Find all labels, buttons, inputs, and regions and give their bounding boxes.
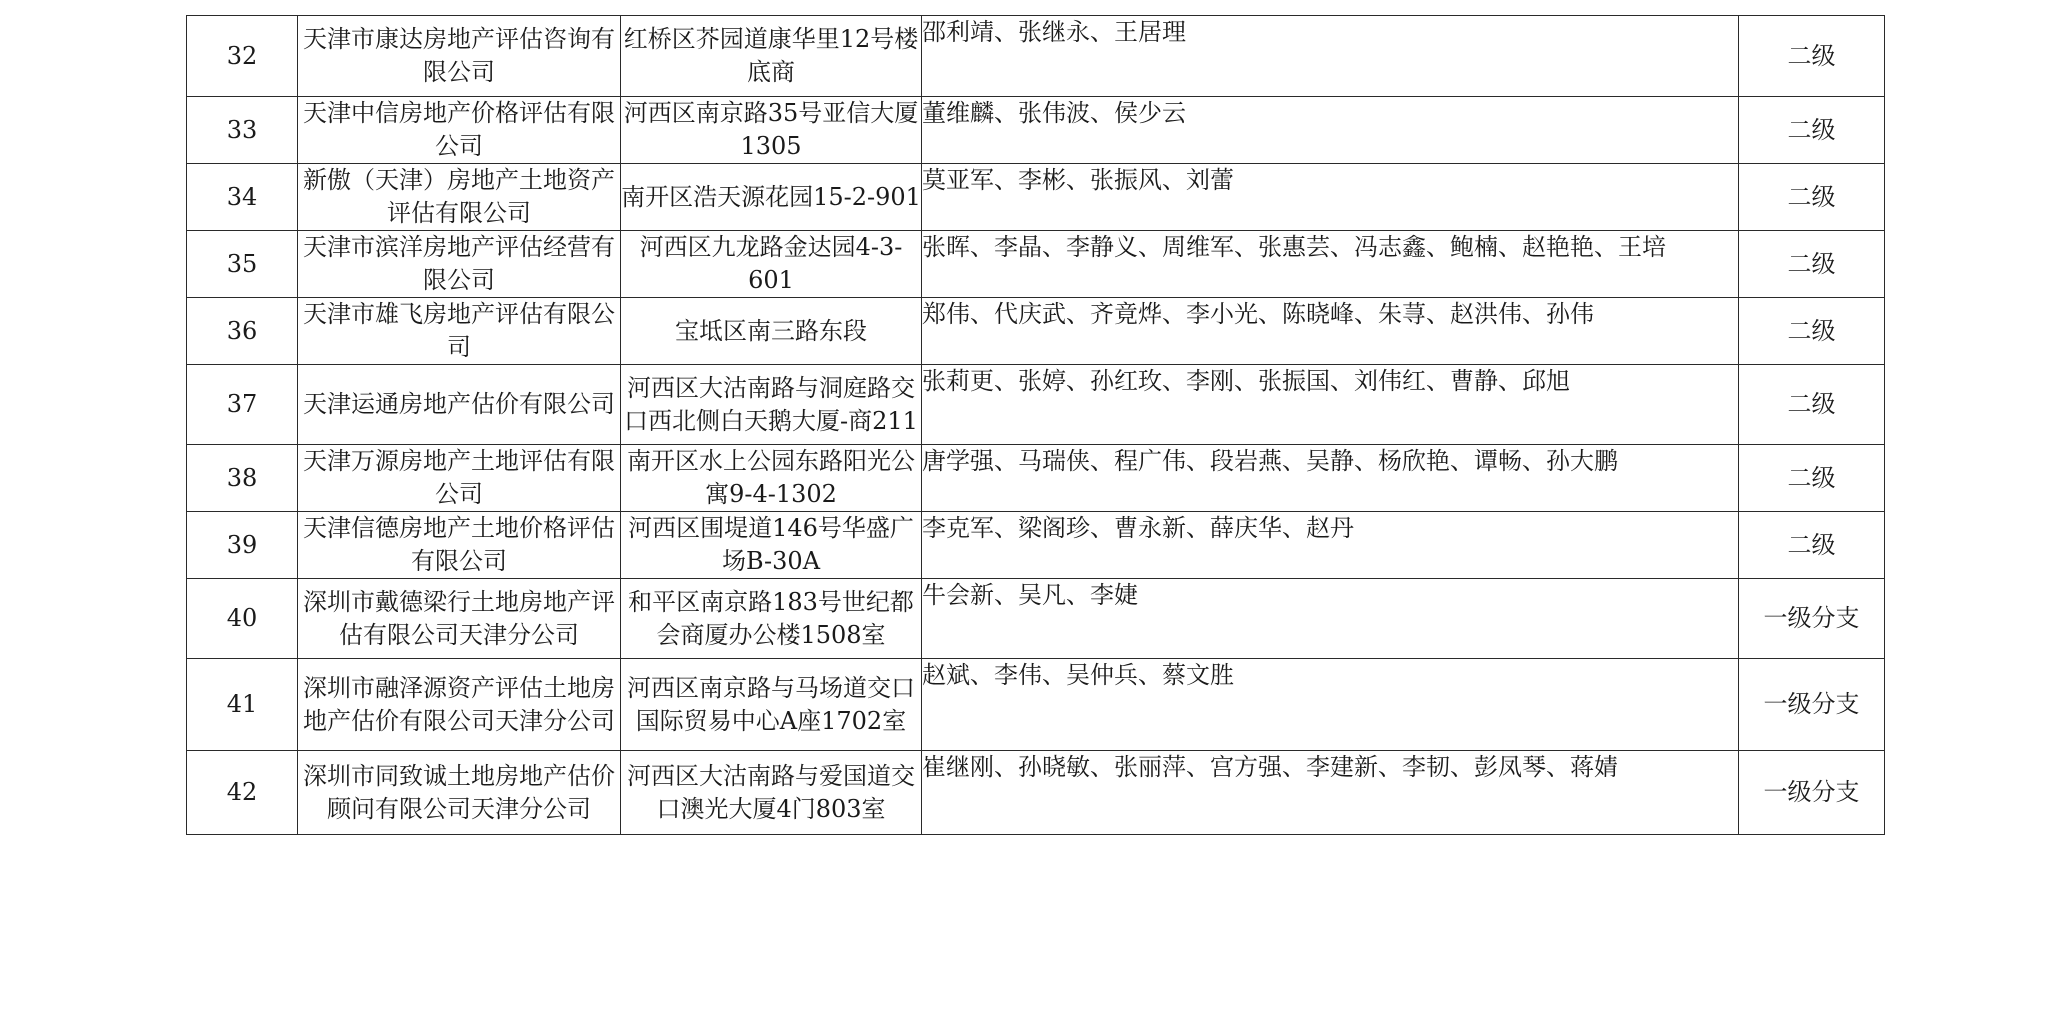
company-name: 新傲（天津）房地产土地资产评估有限公司 bbox=[303, 166, 615, 227]
company-address: 南开区浩天源花园15-2-901 bbox=[621, 182, 921, 211]
appraiser-names-cell bbox=[922, 751, 1739, 835]
company-name: 天津运通房地产估价有限公司 bbox=[303, 390, 615, 418]
company-name: 天津市滨洋房地产评估经营有限公司 bbox=[303, 233, 615, 294]
company-name-cell bbox=[298, 231, 621, 298]
table-row bbox=[187, 445, 1885, 512]
table-row bbox=[187, 231, 1885, 298]
row-number: 41 bbox=[226, 690, 258, 718]
row-number: 38 bbox=[226, 463, 258, 492]
qualification-level-cell bbox=[1739, 751, 1885, 835]
company-name-cell bbox=[298, 579, 621, 659]
company-name: 天津万源房地产土地评估有限公司 bbox=[303, 447, 615, 508]
company-name-cell bbox=[298, 751, 621, 835]
appraiser-names-cell bbox=[922, 97, 1739, 164]
company-address-cell bbox=[621, 659, 922, 751]
company-address-cell bbox=[621, 97, 922, 164]
row-number-cell bbox=[187, 659, 298, 751]
company-name-cell bbox=[298, 164, 621, 231]
appraiser-names: 董维麟、张伟波、侯少云 bbox=[922, 99, 1186, 127]
company-name: 深圳市戴德梁行土地房地产评估有限公司天津分公司 bbox=[303, 587, 615, 649]
row-number-cell bbox=[187, 751, 298, 835]
appraiser-names-cell bbox=[922, 164, 1739, 231]
qualification-level-cell bbox=[1739, 365, 1885, 445]
appraiser-names: 李克军、梁阁珍、曹永新、薛庆华、赵丹 bbox=[922, 514, 1354, 542]
appraiser-names: 张莉更、张婷、孙红玫、李刚、张振国、刘伟红、曹静、邱旭 bbox=[922, 367, 1570, 395]
qualification-level-cell bbox=[1739, 512, 1885, 579]
appraiser-names-cell bbox=[922, 16, 1739, 97]
company-address-cell bbox=[621, 231, 922, 298]
table-row bbox=[187, 298, 1885, 365]
table-row bbox=[187, 512, 1885, 579]
appraiser-names-cell bbox=[922, 579, 1739, 659]
appraiser-names-cell bbox=[922, 298, 1739, 365]
company-name: 深圳市融泽源资产评估土地房地产估价有限公司天津分公司 bbox=[303, 673, 615, 735]
company-name: 天津市雄飞房地产评估有限公司 bbox=[303, 300, 615, 361]
company-address-cell bbox=[621, 751, 922, 835]
row-number: 34 bbox=[226, 182, 258, 211]
qualification-level: 二级 bbox=[1787, 41, 1836, 70]
row-number: 37 bbox=[226, 390, 258, 418]
qualification-level: 二级 bbox=[1787, 115, 1836, 144]
row-number-cell bbox=[187, 365, 298, 445]
qualification-level: 二级 bbox=[1787, 390, 1836, 418]
appraiser-names-cell bbox=[922, 659, 1739, 751]
company-address-cell bbox=[621, 579, 922, 659]
company-address-cell bbox=[621, 16, 922, 97]
row-number-cell bbox=[187, 579, 298, 659]
row-number-cell bbox=[187, 97, 298, 164]
appraiser-names: 赵斌、李伟、吴仲兵、蔡文胜 bbox=[922, 661, 1234, 689]
row-number-cell bbox=[187, 231, 298, 298]
company-address: 宝坻区南三路东段 bbox=[675, 316, 867, 345]
table-row bbox=[187, 579, 1885, 659]
qualification-level-cell bbox=[1739, 97, 1885, 164]
row-number-cell bbox=[187, 445, 298, 512]
company-name-cell bbox=[298, 445, 621, 512]
qualification-level-cell bbox=[1739, 231, 1885, 298]
table-row bbox=[187, 659, 1885, 751]
company-name: 深圳市同致诚土地房地产估价顾问有限公司天津分公司 bbox=[303, 761, 615, 823]
company-name-cell bbox=[298, 365, 621, 445]
table-body bbox=[187, 16, 1885, 835]
qualification-level: 二级 bbox=[1787, 182, 1836, 211]
qualification-level-cell bbox=[1739, 445, 1885, 512]
qualification-level-cell bbox=[1739, 579, 1885, 659]
appraiser-names: 唐学强、马瑞侠、程广伟、段岩燕、吴静、杨欣艳、谭畅、孙大鹏 bbox=[922, 447, 1618, 475]
qualification-level: 二级 bbox=[1787, 316, 1836, 345]
company-address: 河西区大沽南路与爱国道交口澳光大厦4门803室 bbox=[627, 761, 915, 823]
qualification-level: 二级 bbox=[1787, 530, 1836, 559]
company-name: 天津信德房地产土地价格评估有限公司 bbox=[303, 514, 615, 575]
qualification-level: 二级 bbox=[1787, 463, 1836, 492]
appraiser-names: 莫亚军、李彬、张振风、刘蕾 bbox=[922, 166, 1234, 194]
company-address: 河西区大沽南路与洞庭路交口西北侧白天鹅大厦-商211 bbox=[624, 373, 918, 435]
appraiser-names: 牛会新、吴凡、李婕 bbox=[922, 581, 1138, 609]
company-address: 河西区围堤道146号华盛广场B-30A bbox=[628, 514, 914, 575]
company-address: 南开区水上公园东路阳光公寓9-4-1302 bbox=[627, 447, 915, 508]
qualification-level: 一级分支 bbox=[1763, 604, 1860, 632]
company-address: 和平区南京路183号世纪都会商厦办公楼1508室 bbox=[628, 587, 914, 649]
company-name-cell bbox=[298, 16, 621, 97]
row-number-cell bbox=[187, 16, 298, 97]
qualification-level-cell bbox=[1739, 659, 1885, 751]
table-row bbox=[187, 97, 1885, 164]
qualification-level: 一级分支 bbox=[1763, 778, 1860, 806]
company-name-cell bbox=[298, 97, 621, 164]
appraisal-firms-table bbox=[186, 15, 1885, 835]
company-address: 河西区九龙路金达园4-3-601 bbox=[639, 233, 903, 294]
qualification-level-cell bbox=[1739, 16, 1885, 97]
company-address-cell bbox=[621, 445, 922, 512]
qualification-level-cell bbox=[1739, 298, 1885, 365]
table-row bbox=[187, 16, 1885, 97]
row-number-cell bbox=[187, 512, 298, 579]
company-address: 红桥区芥园道康华里12号楼底商 bbox=[623, 25, 919, 86]
row-number: 42 bbox=[226, 778, 258, 806]
row-number: 36 bbox=[226, 316, 258, 345]
qualification-level-cell bbox=[1739, 164, 1885, 231]
row-number-cell bbox=[187, 164, 298, 231]
table-row bbox=[187, 164, 1885, 231]
company-address-cell bbox=[621, 164, 922, 231]
qualification-level: 二级 bbox=[1787, 249, 1836, 278]
company-address-cell bbox=[621, 365, 922, 445]
row-number: 40 bbox=[226, 604, 258, 632]
appraiser-names: 崔继刚、孙晓敏、张丽萍、宫方强、李建新、李韧、彭凤琴、蒋婧 bbox=[922, 753, 1618, 781]
appraiser-names-cell bbox=[922, 512, 1739, 579]
qualification-level: 一级分支 bbox=[1763, 690, 1860, 718]
appraiser-names-cell bbox=[922, 231, 1739, 298]
company-address: 河西区南京路35号亚信大厦1305 bbox=[623, 99, 919, 160]
company-name-cell bbox=[298, 512, 621, 579]
company-address: 河西区南京路与马场道交口国际贸易中心A座1702室 bbox=[627, 673, 915, 735]
company-name: 天津市康达房地产评估咨询有限公司 bbox=[303, 25, 615, 86]
row-number: 33 bbox=[226, 115, 258, 144]
appraiser-names: 张晖、李晶、李静义、周维军、张惠芸、冯志鑫、鲍楠、赵艳艳、王培 bbox=[922, 233, 1666, 261]
table-row bbox=[187, 365, 1885, 445]
appraiser-names-cell bbox=[922, 365, 1739, 445]
company-name: 天津中信房地产价格评估有限公司 bbox=[303, 99, 615, 160]
company-name-cell bbox=[298, 659, 621, 751]
row-number-cell bbox=[187, 298, 298, 365]
row-number: 32 bbox=[226, 41, 258, 70]
company-address-cell bbox=[621, 298, 922, 365]
row-number: 39 bbox=[226, 530, 258, 559]
company-name-cell bbox=[298, 298, 621, 365]
appraiser-names: 邵利靖、张继永、王居理 bbox=[922, 18, 1186, 46]
company-address-cell bbox=[621, 512, 922, 579]
appraiser-names-cell bbox=[922, 445, 1739, 512]
appraiser-names: 郑伟、代庆武、齐竟烨、李小光、陈晓峰、朱荨、赵洪伟、孙伟 bbox=[922, 300, 1594, 328]
table-row bbox=[187, 751, 1885, 835]
row-number: 35 bbox=[226, 249, 258, 278]
